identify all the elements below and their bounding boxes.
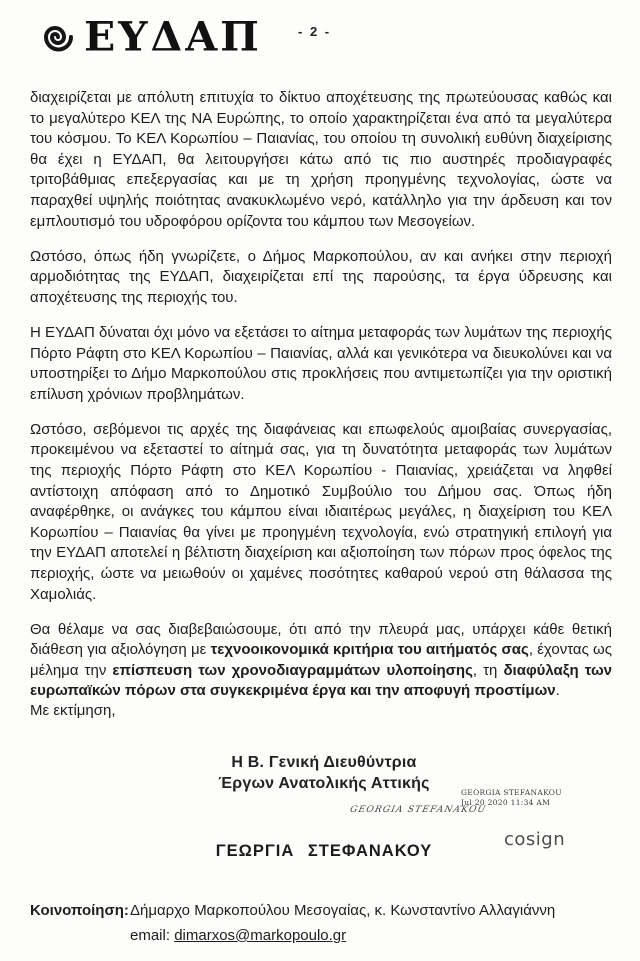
signatory-title-line1: Η Β. Γενική Διευθύντρια	[231, 754, 417, 771]
eydap-logo-spiral-icon	[30, 12, 80, 62]
paragraph	[30, 420, 612, 605]
paragraph	[30, 620, 612, 702]
paragraph-text: , τη	[472, 661, 504, 679]
cc-email-link[interactable]: dimarxos@markopoulo.gr	[174, 927, 347, 944]
paragraph-text-bold: διαφύλαξη των ευρωπαϊκών πόρων στα συγκεκριμένα έργα και την αποφυγή προστίμων	[30, 661, 612, 700]
paragraph-text: .	[555, 682, 560, 700]
signatory-title	[200, 753, 448, 794]
cc-email-line	[130, 927, 346, 944]
stamp-datetime: Jul 20 2020 11:34 AM	[461, 797, 551, 807]
closing-salutation: Με εκτίμηση,	[30, 702, 116, 719]
paragraph-text: Ωστόσο, σεβόμενοι τις αρχές της διαφάνειας και επωφελούς αμοιβαίας συνεργασίας, προκειμένου να εξεταστεί το αίτημά σας, για τη δυνατότητα μεταφοράς των λυμάτων της περιοχής Πόρτο Ράφτη στο ΚΕΛ Κορωπίου - Παιανίας, χρειάζεται να ληφθεί αντίστοιχη απόφαση από το Δημοτικό Συμβούλιο του Δήμου σας. Όπως ήδη αναφέρθηκε, οι ανάγκες του κάμπου είναι ιδιαιτέρως μεγάλες, η διαχείριση του ΚΕΛ Κορωπίου – Παιανίας θα γίνει με προηγμένη τεχνολογία, ενώ στρατηγική επιλογή για την ΕΥΔΑΠ αποτελεί η βέλτιστη διαχείριση και αξιοποίηση των πόρων προς όφελος της περιοχής, ώστε να μειωθούν οι χαμένες ποσότητες καθαρού νερού στη θάλασσα της Χαμολιάς.	[30, 420, 612, 603]
letter-body	[30, 88, 612, 702]
logo-text: ΕΥΔΑΠ	[84, 13, 262, 61]
paragraph-text: διαχειρίζεται με απόλυτη επιτυχία το δίκτυο αποχέτευσης της πρωτεύουσας καθώς και το μεγαλύτερο ΚΕΛ της ΝΑ Ευρώπης, το οποίο χαρακτηρίζεται ένα από τα μεγαλύτερα του κόσμου. Το ΚΕΛ Κορωπίου – Παιανίας, του οποίου τη συνολική ευθύνη διαχείρισης θα έχει η ΕΥΔΑΠ, θα λειτουργήσει κάτω από τις πιο αυστηρές προδιαγραφές τριτοβάθμιας επεξεργασίας και με τη χρήση προηγμένης τεχνολογίας, ώστε να παραχθεί υψηλής ποιότητας ανακυκλωμένο νερό, κατάλληλο για την άρδευση και τον εμπλουτισμό του υδροφόρου ορίζοντα του κάμπου των Μεσογείων.	[30, 89, 612, 230]
paragraph-text: Ωστόσο, όπως ήδη γνωρίζετε, ο Δήμος Μαρκοπούλου, αν και ανήκει στην περιοχή αρμοδιότητας της ΕΥΔΑΠ, διαχειρίζεται επί της παρούσης, τα έργα ύδρευσης και αποχέτευσης της περιοχής του.	[30, 247, 612, 306]
cc-recipient: Δήμαρχο Μαρκοπούλου Μεσογαίας, κ. Κωνσταντίνο Αλλαγιάννη	[130, 902, 556, 919]
letterhead	[30, 12, 612, 64]
signatory-printed-name: ΓΕΩΡΓΙΑ ΣΤΕΦΑΝΑΚΟΥ	[215, 842, 433, 860]
cc-label: Κοινοποίηση:	[30, 902, 129, 919]
paragraph-text: , έχοντας ως μέλημα την	[30, 641, 612, 679]
cosign-logo: cosign	[504, 829, 566, 850]
paragraph	[30, 88, 612, 232]
page-number: - 2 -	[298, 24, 332, 39]
paragraph	[30, 247, 612, 309]
handwritten-signature: GEORGIA STEFANAKOU	[348, 805, 488, 815]
stamp-name: GEORGIA STEFANAKOU	[461, 788, 562, 797]
paragraph-text: Η ΕΥΔΑΠ δύναται όχι μόνο να εξετάσει το αίτημα μεταφοράς των λυμάτων της περιοχής Πόρτο Ράφτη στο ΚΕΛ Κορωπίου – Παιανίας, αλλά και γενικότερα να διευκολύνει και να υποστηρίξει το Δήμο Μαρκοπούλου στις προκλήσεις που αντιμετωπίζει για την οριστική επίλυση χρόνιων προβλημάτων.	[30, 323, 612, 403]
cc-email-label: email:	[130, 927, 171, 944]
signatory-title-line2: Έργων Ανατολικής Αττικής	[218, 774, 430, 792]
paragraph	[30, 323, 612, 405]
paragraph-text: Θα θέλαμε να σας διαβεβαιώσουμε, ότι από την πλευρά μας, υπάρχει κάθε θετική διάθεση για αξιολόγηση με	[30, 620, 612, 659]
paragraph-text-bold: τεχνοοικονομικά κριτήρια του αιτήματός σας	[210, 641, 529, 659]
body-paragraphs	[30, 88, 612, 702]
paragraph-text-bold: επίσπευση των χρονοδιαγραμμάτων υλοποίησης	[112, 661, 473, 679]
